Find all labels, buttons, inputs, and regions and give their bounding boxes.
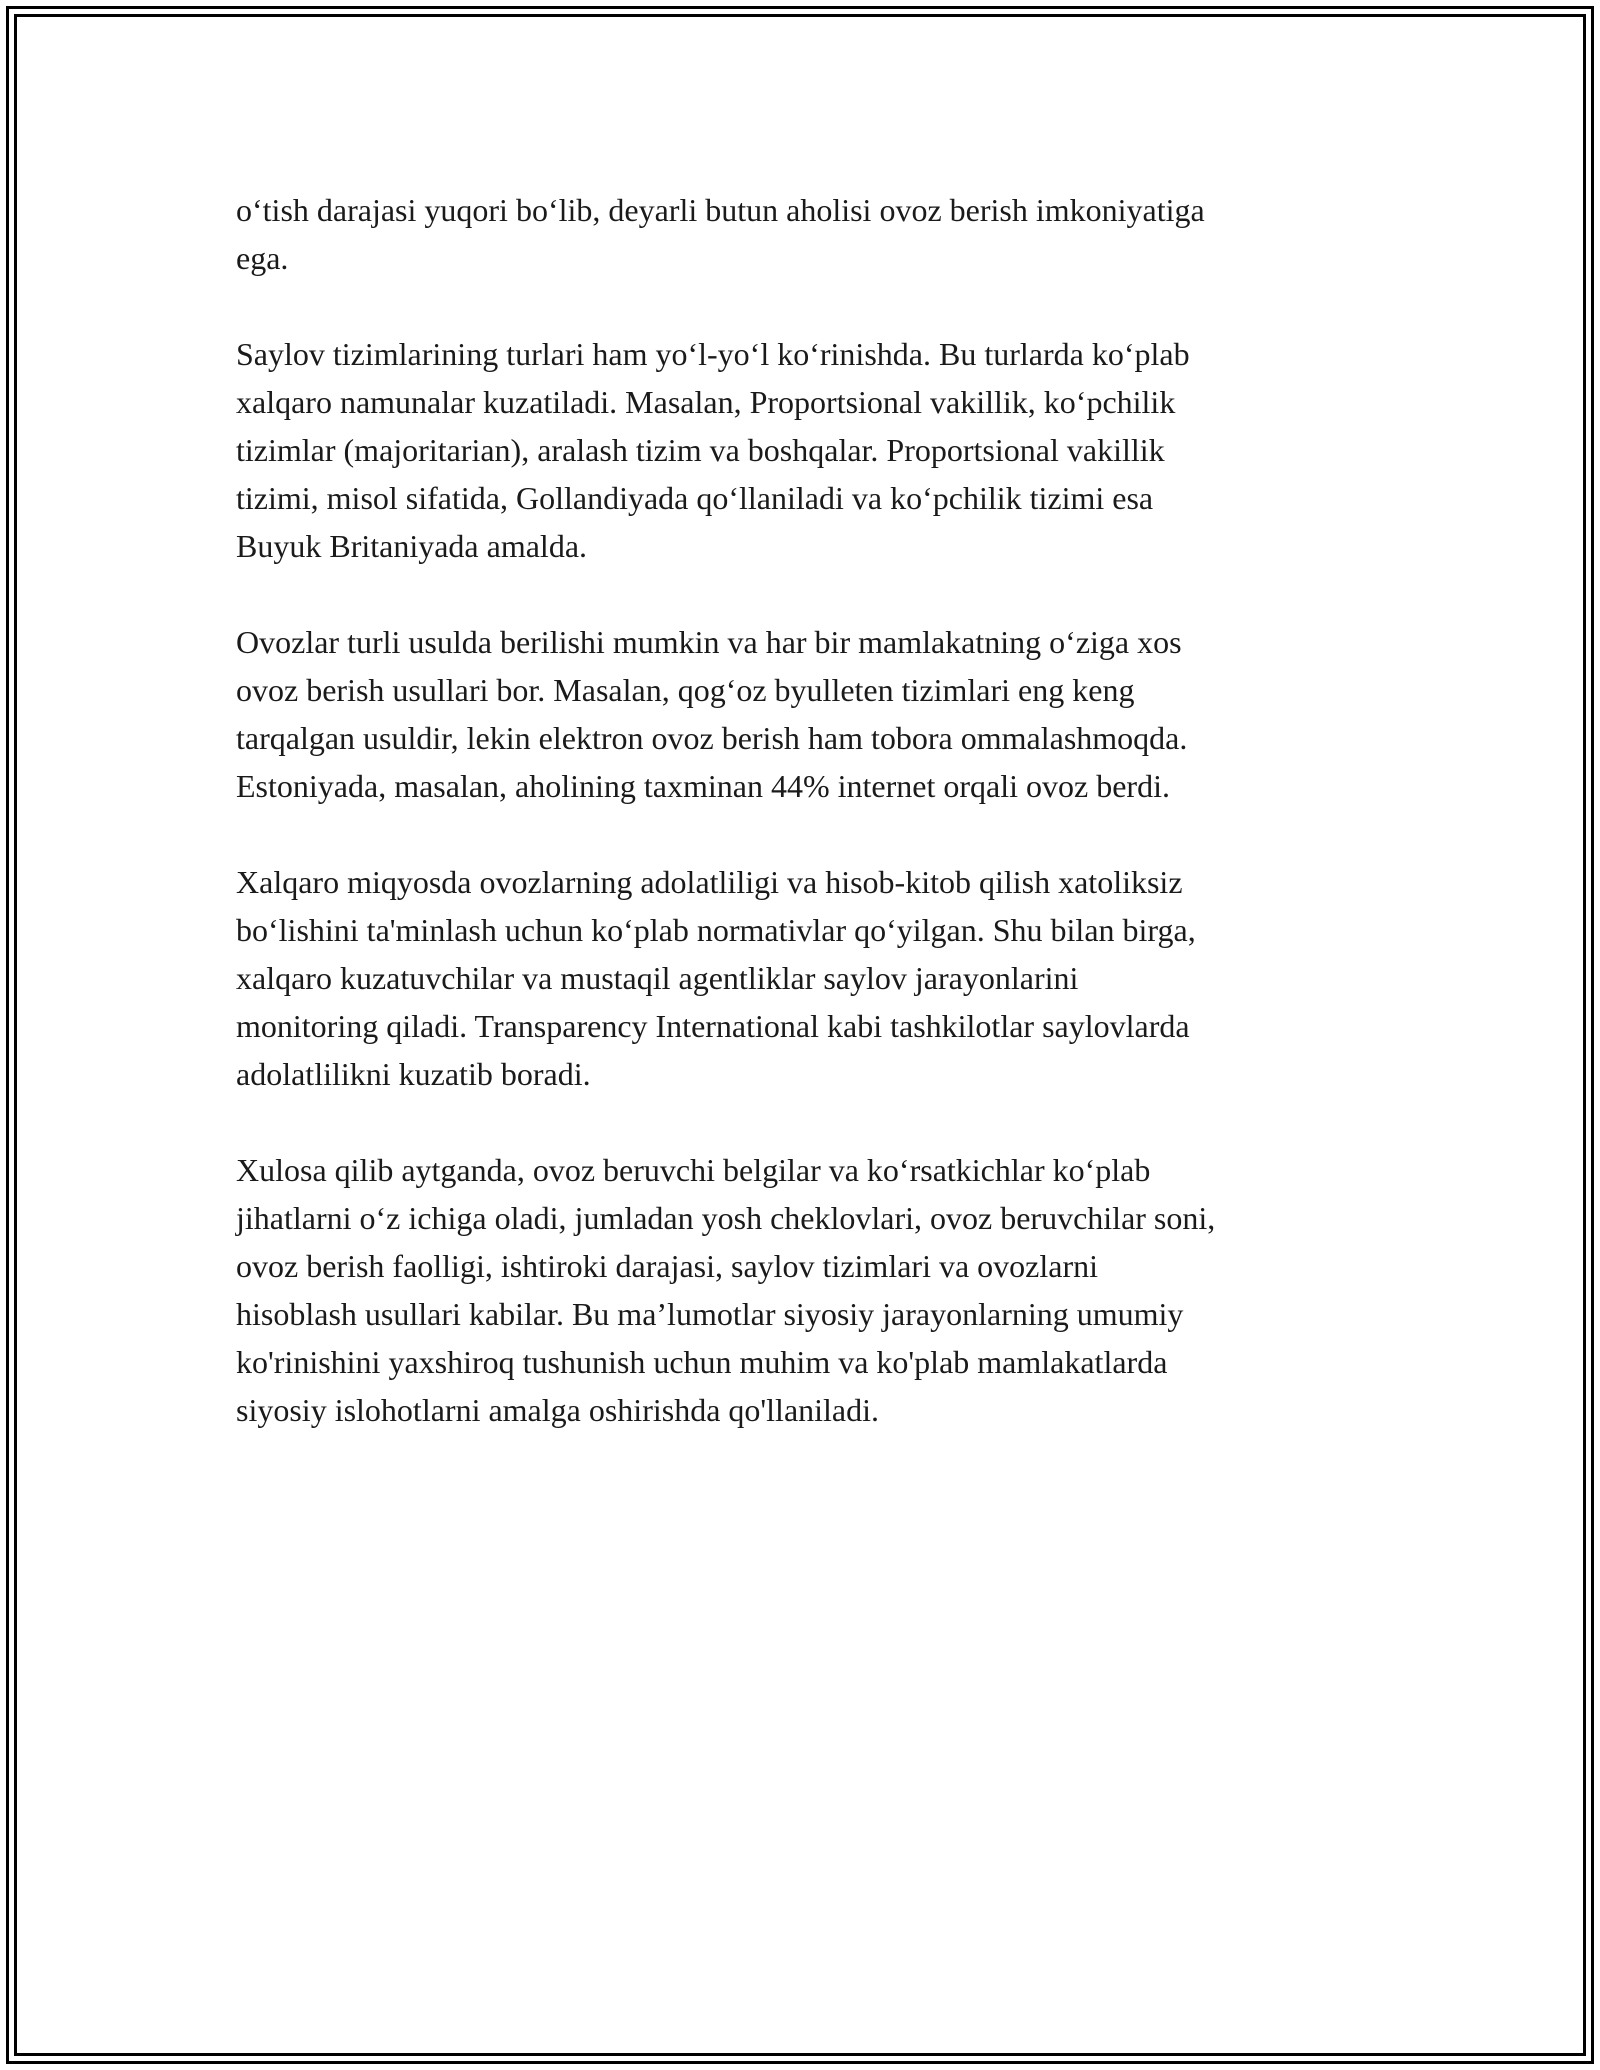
document-body (236, 186, 1366, 1482)
text-line: Estoniyada, masalan, aholining taxminan 44% internet orqali ovoz berdi. (236, 768, 1170, 804)
text-line: ko'rinishini yaxshiroq tushunish uchun muhim va ko'plab mamlakatlarda (236, 1344, 1168, 1380)
text-line: tizimlar (majoritarian), aralash tizim va boshqalar. Proportsional vakillik (236, 432, 1165, 468)
text-line: siyosiy islohotlarni amalga oshirishda qo'llaniladi. (236, 1392, 880, 1428)
paragraph-4 (236, 858, 1366, 1098)
text-line: Buyuk Britaniyada amalda. (236, 528, 588, 564)
text-line: xalqaro kuzatuvchilar va mustaqil agentliklar saylov jarayonlarini (236, 960, 1079, 996)
text-line: xalqaro namunalar kuzatiladi. Masalan, Proportsional vakillik, ko‘pchilik (236, 384, 1176, 420)
paragraph-5 (236, 1146, 1366, 1434)
text-line: o‘tish darajasi yuqori bo‘lib, deyarli butun aholisi ovoz berish imkoniyatiga (236, 192, 1205, 228)
text-line: Ovozlar turli usulda berilishi mumkin va har bir mamlakatning o‘ziga xos (236, 624, 1182, 660)
paragraph-1 (236, 186, 1366, 282)
text-line: jihatlarni o‘z ichiga oladi, jumladan yosh cheklovlari, ovoz beruvchilar soni, (236, 1200, 1216, 1236)
text-line: ovoz berish usullari bor. Masalan, qog‘oz byulleten tizimlari eng keng (236, 672, 1135, 708)
text-line: tarqalgan usuldir, lekin elektron ovoz berish ham tobora ommalashmoqda. (236, 720, 1188, 756)
text-line: monitoring qiladi. Transparency International kabi tashkilotlar saylovlarda (236, 1008, 1190, 1044)
text-line: tizimi, misol sifatida, Gollandiyada qo‘llaniladi va ko‘pchilik tizimi esa (236, 480, 1154, 516)
text-line: Xulosa qilib aytganda, ovoz beruvchi belgilar va ko‘rsatkichlar ko‘plab (236, 1152, 1151, 1188)
text-line: bo‘lishini ta'minlash uchun ko‘plab normativlar qo‘yilgan. Shu bilan birga, (236, 912, 1196, 948)
paragraph-2 (236, 330, 1366, 570)
text-line: ovoz berish faolligi, ishtiroki darajasi, saylov tizimlari va ovozlarni (236, 1248, 1098, 1284)
text-line: hisoblash usullari kabilar. Bu ma’lumotlar siyosiy jarayonlarning umumiy (236, 1296, 1184, 1332)
text-line: Saylov tizimlarining turlari ham yo‘l-yo‘l ko‘rinishda. Bu turlarda ko‘plab (236, 336, 1190, 372)
text-line: Xalqaro miqyosda ovozlarning adolatliligi va hisob-kitob qilish xatoliksiz (236, 864, 1183, 900)
text-line: ega. (236, 240, 289, 276)
text-line: adolatlilikni kuzatib boradi. (236, 1056, 591, 1092)
paragraph-3 (236, 618, 1366, 810)
